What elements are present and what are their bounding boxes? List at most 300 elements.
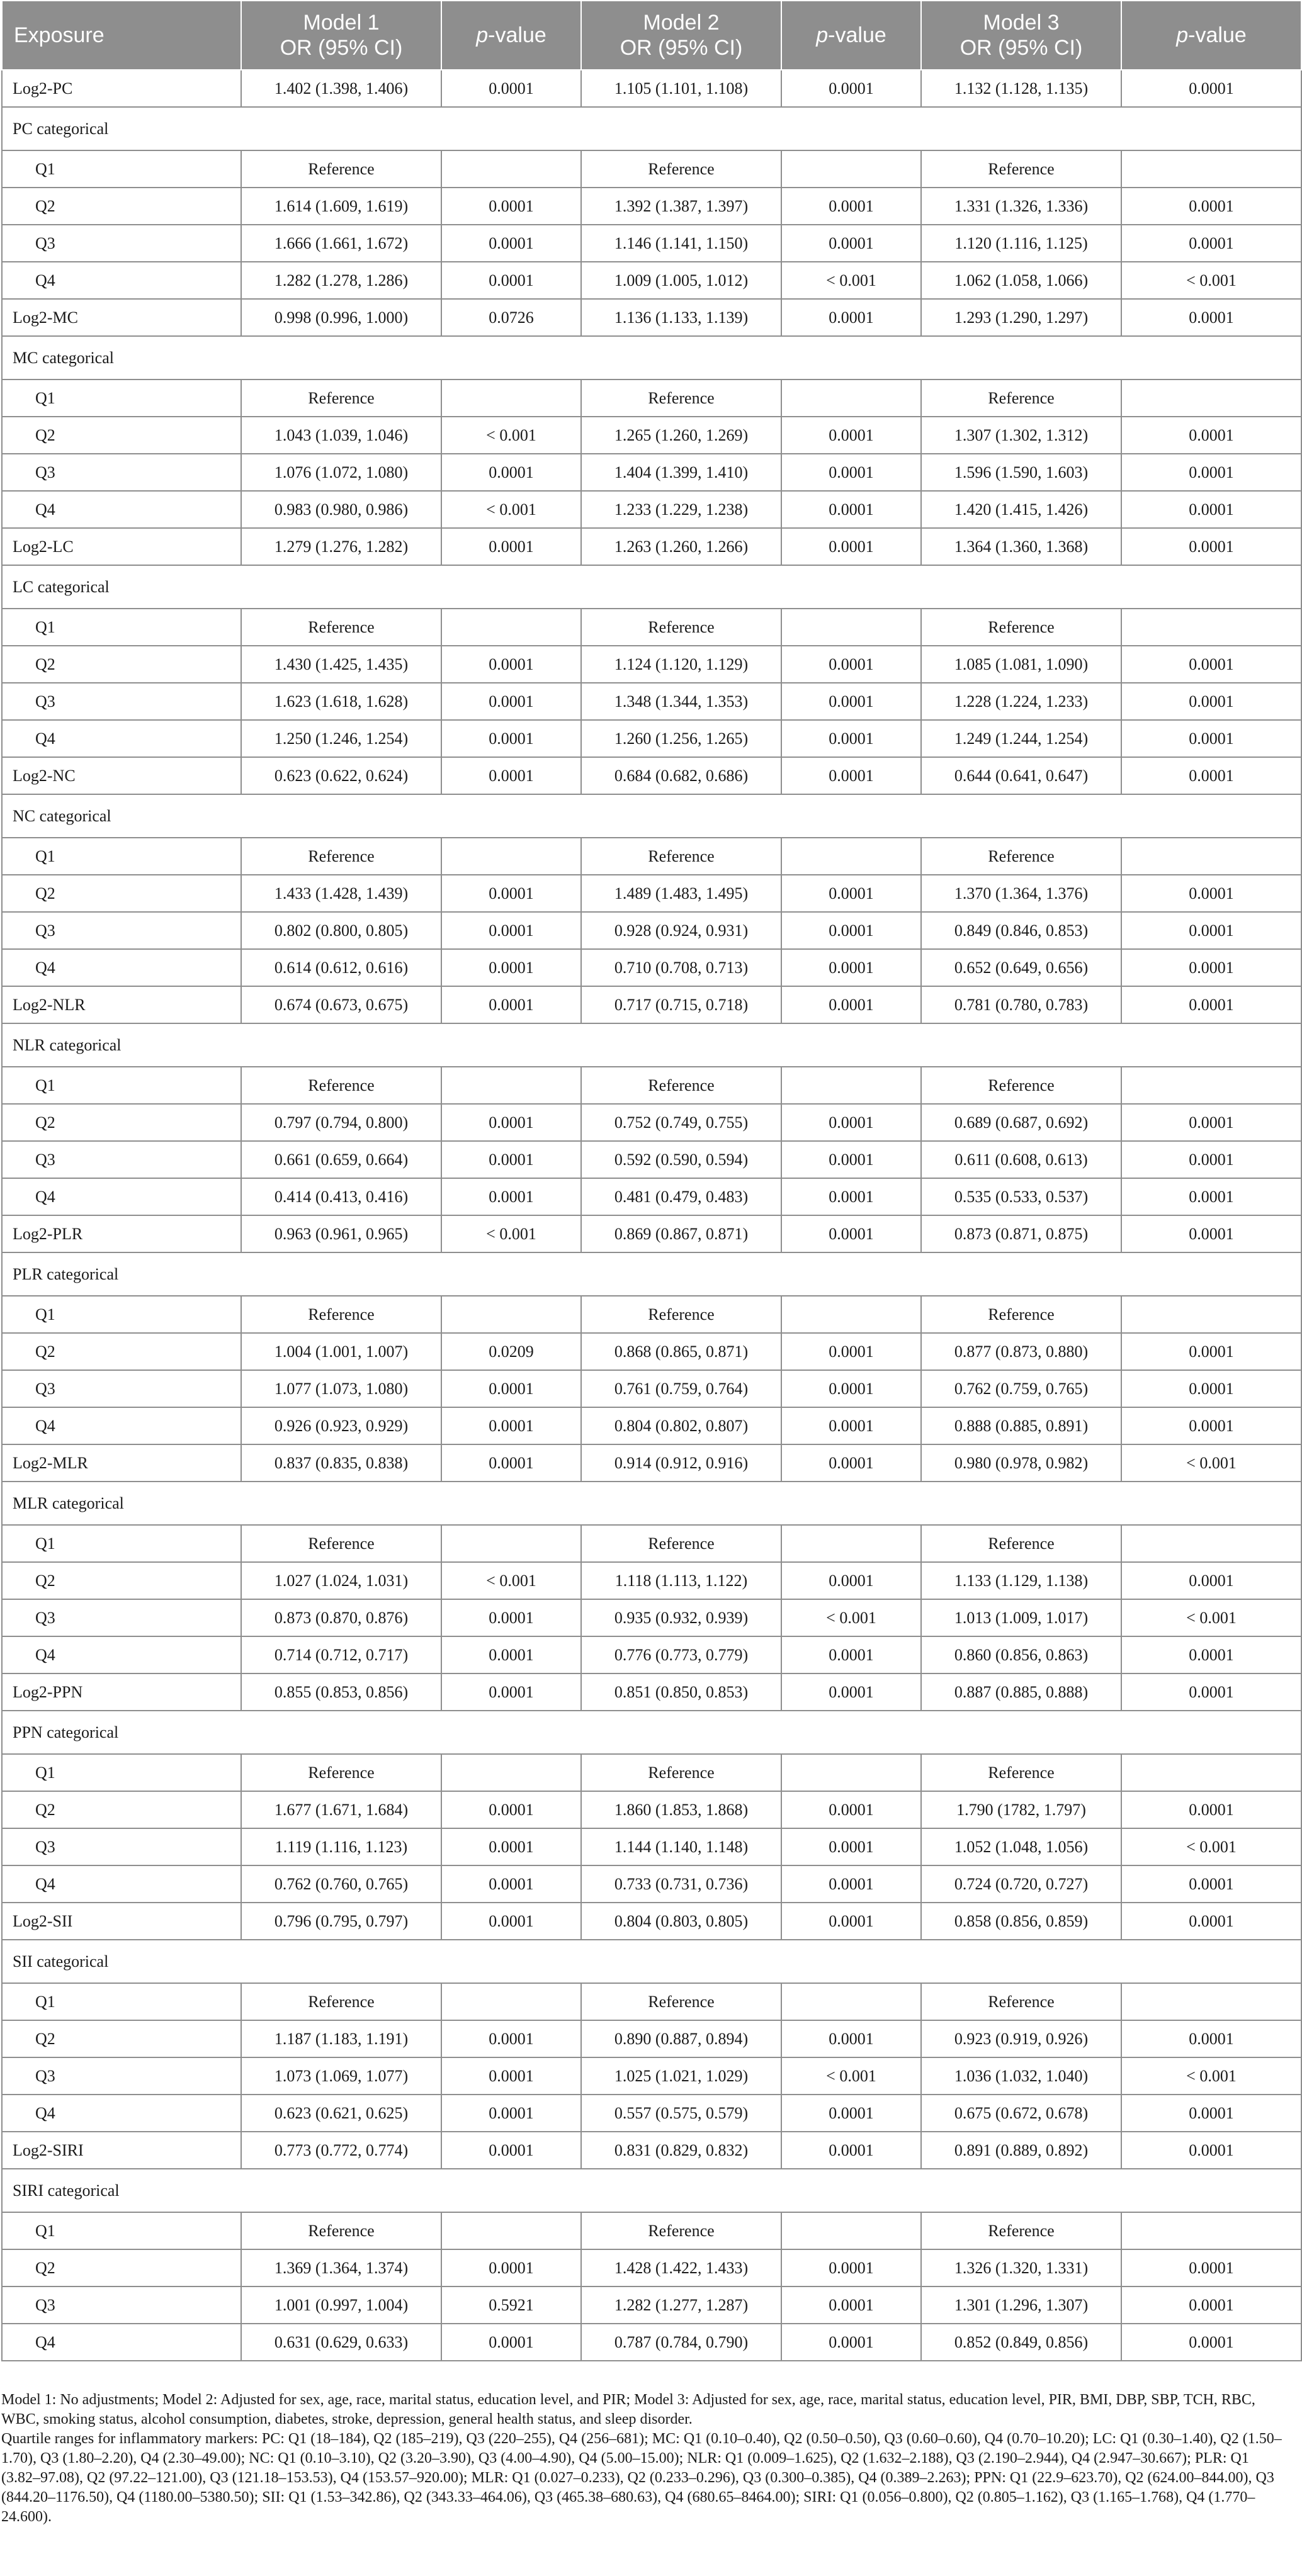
cell-model1-or: 0.631 (0.629, 0.633) xyxy=(241,2324,441,2361)
cell-model3-p: 0.0001 xyxy=(1121,949,1301,986)
cell-model2-p xyxy=(781,1754,921,1791)
cell-model3-p xyxy=(1121,609,1301,646)
cell-exposure: Log2-NC xyxy=(2,757,241,794)
cell-model3-p: 0.0001 xyxy=(1121,1636,1301,1673)
cell-model1-p: 0.0001 xyxy=(441,1865,581,1903)
cell-model2-p: 0.0001 xyxy=(781,1791,921,1828)
cell-model3-p: 0.0001 xyxy=(1121,720,1301,757)
cell-model1-p: 0.0001 xyxy=(441,2249,581,2286)
cell-model2-p: 0.0001 xyxy=(781,491,921,528)
cell-model1-or: Reference xyxy=(241,838,441,875)
cell-model1-p: 0.0001 xyxy=(441,1599,581,1636)
cell-model3-or: 1.293 (1.290, 1.297) xyxy=(921,299,1121,336)
cell-exposure: Q4 xyxy=(2,1407,241,1444)
cell-model3-p xyxy=(1121,2212,1301,2249)
table-row xyxy=(2,875,1301,912)
cell-model1-p: 0.0209 xyxy=(441,1333,581,1370)
cell-model2-or: 0.684 (0.682, 0.686) xyxy=(581,757,781,794)
table-row xyxy=(2,188,1301,225)
header-row xyxy=(2,1,1301,70)
cell-model1-or: 0.762 (0.760, 0.765) xyxy=(241,1865,441,1903)
cell-model1-p xyxy=(441,380,581,417)
table-row xyxy=(2,225,1301,262)
cell-exposure: Log2-PPN xyxy=(2,1673,241,1711)
table-row xyxy=(2,1104,1301,1141)
category-row xyxy=(2,1711,1301,1754)
cell-model3-p xyxy=(1121,1525,1301,1562)
cell-model3-or: 1.790 (1782, 1.797) xyxy=(921,1791,1121,1828)
table-body xyxy=(2,70,1301,2361)
cell-model1-or: 0.855 (0.853, 0.856) xyxy=(241,1673,441,1711)
cell-model1-or: 0.773 (0.772, 0.774) xyxy=(241,2132,441,2169)
cell-model3-or: Reference xyxy=(921,1296,1121,1333)
cell-model2-or: Reference xyxy=(581,1067,781,1104)
cell-model1-or: 0.414 (0.413, 0.416) xyxy=(241,1178,441,1215)
category-row xyxy=(2,1023,1301,1067)
cell-exposure: Q4 xyxy=(2,1178,241,1215)
cell-model2-p: 0.0001 xyxy=(781,1673,921,1711)
cell-exposure: Q2 xyxy=(2,188,241,225)
table-row xyxy=(2,1525,1301,1562)
cell-exposure: Q1 xyxy=(2,380,241,417)
table-row xyxy=(2,2249,1301,2286)
cell-model1-p: 0.0001 xyxy=(441,1791,581,1828)
cell-model3-p xyxy=(1121,1754,1301,1791)
cell-model3-or: Reference xyxy=(921,2212,1121,2249)
cell-model1-or: 1.187 (1.183, 1.191) xyxy=(241,2020,441,2057)
cell-model2-p xyxy=(781,150,921,188)
cell-model3-or: 0.644 (0.641, 0.647) xyxy=(921,757,1121,794)
cell-exposure: Q4 xyxy=(2,720,241,757)
cell-model1-p: < 0.001 xyxy=(441,491,581,528)
header-pvalue-3-p: p xyxy=(1176,23,1189,47)
table-row xyxy=(2,150,1301,188)
cell-model3-p: 0.0001 xyxy=(1121,1673,1301,1711)
cell-model1-p: 0.0001 xyxy=(441,949,581,986)
cell-model2-p: 0.0001 xyxy=(781,757,921,794)
table-row xyxy=(2,683,1301,720)
cell-model3-p: 0.0001 xyxy=(1121,986,1301,1023)
cell-model3-or: 1.420 (1.415, 1.426) xyxy=(921,491,1121,528)
cell-exposure: Q1 xyxy=(2,609,241,646)
cell-model3-p: 0.0001 xyxy=(1121,225,1301,262)
cell-model1-p xyxy=(441,150,581,188)
cell-model2-p: 0.0001 xyxy=(781,1104,921,1141)
cell-model2-p: 0.0001 xyxy=(781,299,921,336)
cell-model2-p: 0.0001 xyxy=(781,2249,921,2286)
cell-model3-or: 0.923 (0.919, 0.926) xyxy=(921,2020,1121,2057)
table-row xyxy=(2,454,1301,491)
cell-exposure: Q4 xyxy=(2,262,241,299)
cell-model2-or: 1.025 (1.021, 1.029) xyxy=(581,2057,781,2095)
cell-model3-p xyxy=(1121,380,1301,417)
cell-model3-p: 0.0001 xyxy=(1121,2249,1301,2286)
table-row xyxy=(2,1141,1301,1178)
cell-model2-p: 0.0001 xyxy=(781,70,921,107)
category-row xyxy=(2,1482,1301,1525)
cell-exposure: Log2-PLR xyxy=(2,1215,241,1252)
cell-model1-p: 0.0001 xyxy=(441,2095,581,2132)
cell-model3-p: 0.0001 xyxy=(1121,683,1301,720)
cell-model3-p: 0.0001 xyxy=(1121,1562,1301,1599)
cell-model3-p: 0.0001 xyxy=(1121,2324,1301,2361)
cell-model1-or: 1.004 (1.001, 1.007) xyxy=(241,1333,441,1370)
category-row xyxy=(2,1252,1301,1296)
table-row xyxy=(2,1215,1301,1252)
header-pvalue-1-p: p xyxy=(476,23,489,47)
cell-exposure: Q2 xyxy=(2,1562,241,1599)
cell-model3-or: 0.781 (0.780, 0.783) xyxy=(921,986,1121,1023)
cell-model1-or: 1.430 (1.425, 1.435) xyxy=(241,646,441,683)
cell-model1-p xyxy=(441,1296,581,1333)
cell-model2-p: 0.0001 xyxy=(781,1333,921,1370)
cell-model1-p: 0.0001 xyxy=(441,757,581,794)
header-pvalue-3 xyxy=(1121,1,1301,70)
cell-exposure: Q2 xyxy=(2,875,241,912)
cell-model2-or: 0.928 (0.924, 0.931) xyxy=(581,912,781,949)
cell-model1-p xyxy=(441,1525,581,1562)
cell-model2-p: 0.0001 xyxy=(781,875,921,912)
cell-model1-p xyxy=(441,838,581,875)
cell-model2-or: 1.233 (1.229, 1.238) xyxy=(581,491,781,528)
cell-model3-or: 1.062 (1.058, 1.066) xyxy=(921,262,1121,299)
cell-model3-p: 0.0001 xyxy=(1121,1791,1301,1828)
table-row xyxy=(2,838,1301,875)
cell-model2-p: 0.0001 xyxy=(781,986,921,1023)
table-row xyxy=(2,1754,1301,1791)
cell-model2-p xyxy=(781,2212,921,2249)
table-header xyxy=(2,1,1301,70)
cell-exposure: Log2-SII xyxy=(2,1903,241,1940)
cell-model2-or: 0.890 (0.887, 0.894) xyxy=(581,2020,781,2057)
cell-model1-or: Reference xyxy=(241,1754,441,1791)
category-label: PPN categorical xyxy=(2,1711,1301,1754)
cell-model2-or: Reference xyxy=(581,1525,781,1562)
cell-model3-p: < 0.001 xyxy=(1121,2057,1301,2095)
cell-exposure: Q3 xyxy=(2,683,241,720)
cell-model1-p xyxy=(441,2212,581,2249)
cell-model3-p: 0.0001 xyxy=(1121,1865,1301,1903)
cell-exposure: Q4 xyxy=(2,2324,241,2361)
cell-model3-or: Reference xyxy=(921,1754,1121,1791)
cell-model2-or: 0.776 (0.773, 0.779) xyxy=(581,1636,781,1673)
cell-model3-p: 0.0001 xyxy=(1121,2132,1301,2169)
cell-model3-p: 0.0001 xyxy=(1121,1215,1301,1252)
cell-model1-or: 1.001 (0.997, 1.004) xyxy=(241,2286,441,2324)
table-row xyxy=(2,609,1301,646)
cell-model3-p: 0.0001 xyxy=(1121,528,1301,565)
cell-model3-p: 0.0001 xyxy=(1121,188,1301,225)
table-row xyxy=(2,1673,1301,1711)
cell-model2-or: 1.489 (1.483, 1.495) xyxy=(581,875,781,912)
cell-model1-p xyxy=(441,609,581,646)
cell-model3-p: < 0.001 xyxy=(1121,1599,1301,1636)
category-label: PLR categorical xyxy=(2,1252,1301,1296)
header-model2-name: Model 2 xyxy=(643,11,720,35)
cell-model3-or: 1.228 (1.224, 1.233) xyxy=(921,683,1121,720)
cell-model2-or: 0.733 (0.731, 0.736) xyxy=(581,1865,781,1903)
cell-exposure: Q2 xyxy=(2,417,241,454)
cell-model3-p: 0.0001 xyxy=(1121,2286,1301,2324)
cell-model3-p: 0.0001 xyxy=(1121,454,1301,491)
cell-model2-p: 0.0001 xyxy=(781,2020,921,2057)
cell-model3-or: Reference xyxy=(921,1983,1121,2020)
cell-model3-or: 1.132 (1.128, 1.135) xyxy=(921,70,1121,107)
table-row xyxy=(2,1983,1301,2020)
cell-model1-or: 0.873 (0.870, 0.876) xyxy=(241,1599,441,1636)
cell-model3-p: 0.0001 xyxy=(1121,1407,1301,1444)
table-row xyxy=(2,2095,1301,2132)
cell-exposure: Q4 xyxy=(2,1865,241,1903)
cell-exposure: Q2 xyxy=(2,2020,241,2057)
cell-model3-or: 1.326 (1.320, 1.331) xyxy=(921,2249,1121,2286)
cell-model2-or: Reference xyxy=(581,1754,781,1791)
cell-model1-p xyxy=(441,1067,581,1104)
cell-model2-p xyxy=(781,380,921,417)
cell-model3-p xyxy=(1121,838,1301,875)
table-row xyxy=(2,1407,1301,1444)
table-row xyxy=(2,2057,1301,2095)
category-label: NLR categorical xyxy=(2,1023,1301,1067)
cell-model1-p: < 0.001 xyxy=(441,417,581,454)
cell-model2-p: 0.0001 xyxy=(781,528,921,565)
cell-model2-p: 0.0001 xyxy=(781,1407,921,1444)
cell-model2-p: 0.0001 xyxy=(781,2286,921,2324)
table-row xyxy=(2,646,1301,683)
cell-model2-p: 0.0001 xyxy=(781,1370,921,1407)
cell-model1-or: 1.279 (1.276, 1.282) xyxy=(241,528,441,565)
table-row xyxy=(2,757,1301,794)
cell-model2-p: 0.0001 xyxy=(781,1178,921,1215)
cell-model1-p: 0.0001 xyxy=(441,2324,581,2361)
cell-model2-or: 1.009 (1.005, 1.012) xyxy=(581,262,781,299)
cell-model2-or: 0.804 (0.803, 0.805) xyxy=(581,1903,781,1940)
cell-model1-or: 1.433 (1.428, 1.439) xyxy=(241,875,441,912)
cell-model1-p: 0.0001 xyxy=(441,454,581,491)
cell-model3-or: 0.689 (0.687, 0.692) xyxy=(921,1104,1121,1141)
cell-model1-or: 1.677 (1.671, 1.684) xyxy=(241,1791,441,1828)
cell-model1-p: 0.0001 xyxy=(441,1178,581,1215)
cell-model1-p: 0.0726 xyxy=(441,299,581,336)
cell-model3-p: 0.0001 xyxy=(1121,1333,1301,1370)
header-model3-sub: OR (95% CI) xyxy=(960,36,1083,60)
header-model1 xyxy=(241,1,441,70)
cell-model2-or: 0.804 (0.802, 0.807) xyxy=(581,1407,781,1444)
table-row xyxy=(2,491,1301,528)
table-row xyxy=(2,1636,1301,1673)
cell-model3-or: 0.675 (0.672, 0.678) xyxy=(921,2095,1121,2132)
cell-model2-p xyxy=(781,1525,921,1562)
cell-exposure: Q1 xyxy=(2,1754,241,1791)
cell-model3-p: 0.0001 xyxy=(1121,2095,1301,2132)
table-row xyxy=(2,1178,1301,1215)
cell-model1-p: 0.0001 xyxy=(441,2057,581,2095)
cell-model1-or: 0.796 (0.795, 0.797) xyxy=(241,1903,441,1940)
cell-model2-or: 1.282 (1.277, 1.287) xyxy=(581,2286,781,2324)
cell-model3-or: 1.036 (1.032, 1.040) xyxy=(921,2057,1121,2095)
cell-model1-p xyxy=(441,1754,581,1791)
cell-model1-or: Reference xyxy=(241,1067,441,1104)
cell-model2-or: 1.265 (1.260, 1.269) xyxy=(581,417,781,454)
cell-model2-p xyxy=(781,1067,921,1104)
cell-model3-or: 0.762 (0.759, 0.765) xyxy=(921,1370,1121,1407)
cell-model3-p: < 0.001 xyxy=(1121,1828,1301,1865)
cell-model1-p: 0.0001 xyxy=(441,1828,581,1865)
cell-exposure: Q2 xyxy=(2,1104,241,1141)
cell-model2-p: 0.0001 xyxy=(781,2324,921,2361)
cell-model1-or: Reference xyxy=(241,150,441,188)
cell-exposure: Q1 xyxy=(2,1296,241,1333)
cell-model1-or: Reference xyxy=(241,1296,441,1333)
cell-model2-p: 0.0001 xyxy=(781,949,921,986)
table-row xyxy=(2,2324,1301,2361)
cell-model1-p: 0.0001 xyxy=(441,1141,581,1178)
cell-model3-or: 0.980 (0.978, 0.982) xyxy=(921,1444,1121,1482)
cell-exposure: Q2 xyxy=(2,2249,241,2286)
cell-model2-p: 0.0001 xyxy=(781,2095,921,2132)
cell-model1-p: 0.0001 xyxy=(441,1370,581,1407)
header-pvalue-2-rest: -value xyxy=(828,23,886,47)
cell-model1-p: 0.0001 xyxy=(441,1407,581,1444)
table-row xyxy=(2,912,1301,949)
cell-model1-p: 0.0001 xyxy=(441,912,581,949)
cell-model1-or: 1.369 (1.364, 1.374) xyxy=(241,2249,441,2286)
cell-model3-or: 0.888 (0.885, 0.891) xyxy=(921,1407,1121,1444)
cell-model1-p: 0.0001 xyxy=(441,262,581,299)
cell-model2-p: 0.0001 xyxy=(781,1562,921,1599)
cell-model2-or: 0.761 (0.759, 0.764) xyxy=(581,1370,781,1407)
cell-model2-or: 1.428 (1.422, 1.433) xyxy=(581,2249,781,2286)
cell-model3-or: 1.133 (1.129, 1.138) xyxy=(921,1562,1121,1599)
cell-model1-or: Reference xyxy=(241,1525,441,1562)
cell-exposure: Q1 xyxy=(2,150,241,188)
table-row xyxy=(2,720,1301,757)
category-label: SIRI categorical xyxy=(2,2169,1301,2212)
cell-model1-or: 0.797 (0.794, 0.800) xyxy=(241,1104,441,1141)
cell-model3-p: 0.0001 xyxy=(1121,875,1301,912)
cell-model1-or: 1.250 (1.246, 1.254) xyxy=(241,720,441,757)
category-row xyxy=(2,336,1301,380)
cell-model1-or: 0.661 (0.659, 0.664) xyxy=(241,1141,441,1178)
cell-model3-or: Reference xyxy=(921,609,1121,646)
cell-model3-p: < 0.001 xyxy=(1121,262,1301,299)
cell-model2-p xyxy=(781,1296,921,1333)
table-footnotes xyxy=(1,2390,1286,2527)
category-label: SII categorical xyxy=(2,1940,1301,1983)
cell-model3-p: 0.0001 xyxy=(1121,912,1301,949)
cell-model3-p: 0.0001 xyxy=(1121,1903,1301,1940)
cell-exposure: Q1 xyxy=(2,838,241,875)
cell-exposure: Q2 xyxy=(2,646,241,683)
cell-model2-p: 0.0001 xyxy=(781,1636,921,1673)
cell-model3-or: 1.370 (1.364, 1.376) xyxy=(921,875,1121,912)
cell-model1-or: 1.077 (1.073, 1.080) xyxy=(241,1370,441,1407)
cell-exposure: Q3 xyxy=(2,1828,241,1865)
cell-exposure: Log2-MLR xyxy=(2,1444,241,1482)
header-exposure: Exposure xyxy=(2,1,241,70)
cell-model1-or: 0.674 (0.673, 0.675) xyxy=(241,986,441,1023)
cell-exposure: Q3 xyxy=(2,225,241,262)
category-label: NC categorical xyxy=(2,794,1301,838)
cell-model2-p: 0.0001 xyxy=(781,912,921,949)
cell-model3-or: Reference xyxy=(921,838,1121,875)
cell-model3-p: 0.0001 xyxy=(1121,757,1301,794)
cell-model1-p: 0.0001 xyxy=(441,188,581,225)
cell-model1-or: 0.926 (0.923, 0.929) xyxy=(241,1407,441,1444)
cell-model1-or: Reference xyxy=(241,609,441,646)
cell-model2-p: 0.0001 xyxy=(781,2132,921,2169)
table-row xyxy=(2,380,1301,417)
cell-model2-or: 1.146 (1.141, 1.150) xyxy=(581,225,781,262)
cell-model2-or: 0.935 (0.932, 0.939) xyxy=(581,1599,781,1636)
header-pvalue-2-p: p xyxy=(816,23,829,47)
table-row xyxy=(2,1333,1301,1370)
header-model2-sub: OR (95% CI) xyxy=(620,36,743,60)
cell-exposure: Log2-LC xyxy=(2,528,241,565)
cell-model3-or: 0.858 (0.856, 0.859) xyxy=(921,1903,1121,1940)
cell-exposure: Q1 xyxy=(2,1067,241,1104)
cell-model2-or: 1.404 (1.399, 1.410) xyxy=(581,454,781,491)
cell-model1-or: Reference xyxy=(241,1983,441,2020)
table-row xyxy=(2,1370,1301,1407)
cell-exposure: Q2 xyxy=(2,1791,241,1828)
cell-model2-p: 0.0001 xyxy=(781,225,921,262)
cell-model2-or: 1.136 (1.133, 1.139) xyxy=(581,299,781,336)
cell-model1-p xyxy=(441,1983,581,2020)
cell-model2-p: 0.0001 xyxy=(781,1865,921,1903)
cell-model1-p: 0.5921 xyxy=(441,2286,581,2324)
cell-model1-p: 0.0001 xyxy=(441,986,581,1023)
header-pvalue-2 xyxy=(781,1,921,70)
table-row xyxy=(2,986,1301,1023)
table-row xyxy=(2,2212,1301,2249)
footnote-quartiles: Quartile ranges for inflammatory markers: PC: Q1 (18–184), Q2 (185–219), Q3 (220–255), Q4 (256–681); MC: Q1 (0.10–0.40), Q2 (0.50–0.50), Q3 (0.60–0.60), Q4 (0.70–10.20); LC: Q1 (0.30–1.40), Q2 (1.50–1.70), Q3 (1.80–2.20), Q4 (2.30–49.00); NC: Q1 (0.10–3.10), Q2 (3.20–3.90), Q3 (4.00–4.90), Q4 (5.00–15.00); NLR: Q1 (0.009–1.625), Q2 (1.632–2.188), Q3 (2.190–2.944), Q4 (2.947–30.667); PLR: Q1 (3.82–97.08), Q2 (97.22–121.00), Q3 (121.18–153.53), Q4 (153.57–920.00); MLR: Q1 (0.027–0.233), Q2 (0.233–0.296), Q3 (0.300–0.385), Q4 (0.389–2.263); PPN: Q1 (22.9–623.70), Q2 (624.00–844.00), Q3 (844.20–1176.50), Q4 (1180.00–5380.50); SII: Q1 (1.53–342.86), Q2 (343.33–464.06), Q3 (465.38–680.63), Q4 (680.65–8464.00); SIRI: Q1 (0.056–0.800), Q2 (0.805–1.162), Q3 (1.165–1.768), Q4 (1.770–24.600). xyxy=(1,2431,1282,2525)
cell-model1-p: 0.0001 xyxy=(441,1444,581,1482)
cell-model2-p: 0.0001 xyxy=(781,1141,921,1178)
cell-exposure: Q4 xyxy=(2,2095,241,2132)
cell-model1-or: 1.402 (1.398, 1.406) xyxy=(241,70,441,107)
table-row xyxy=(2,1562,1301,1599)
category-row xyxy=(2,1940,1301,1983)
category-row xyxy=(2,794,1301,838)
cell-model2-p: < 0.001 xyxy=(781,262,921,299)
cell-model3-or: Reference xyxy=(921,150,1121,188)
cell-model2-p: < 0.001 xyxy=(781,2057,921,2095)
cell-model3-or: 0.877 (0.873, 0.880) xyxy=(921,1333,1121,1370)
table-row xyxy=(2,2286,1301,2324)
cell-model2-or: 0.710 (0.708, 0.713) xyxy=(581,949,781,986)
category-label: MLR categorical xyxy=(2,1482,1301,1525)
cell-model2-p: 0.0001 xyxy=(781,454,921,491)
cell-model2-or: 1.263 (1.260, 1.266) xyxy=(581,528,781,565)
cell-model3-p: 0.0001 xyxy=(1121,2020,1301,2057)
cell-model1-or: 1.623 (1.618, 1.628) xyxy=(241,683,441,720)
cell-exposure: Q1 xyxy=(2,1525,241,1562)
cell-model3-p xyxy=(1121,1983,1301,2020)
cell-model2-or: 0.869 (0.867, 0.871) xyxy=(581,1215,781,1252)
category-label: LC categorical xyxy=(2,565,1301,609)
cell-model2-or: 1.105 (1.101, 1.108) xyxy=(581,70,781,107)
cell-model3-or: 1.013 (1.009, 1.017) xyxy=(921,1599,1121,1636)
table-row xyxy=(2,528,1301,565)
table-row xyxy=(2,1828,1301,1865)
cell-model3-or: 0.891 (0.889, 0.892) xyxy=(921,2132,1121,2169)
table-row xyxy=(2,1067,1301,1104)
header-model3-name: Model 3 xyxy=(983,11,1060,35)
cell-model3-or: Reference xyxy=(921,1067,1121,1104)
cell-model3-p: 0.0001 xyxy=(1121,1370,1301,1407)
cell-exposure: Q4 xyxy=(2,491,241,528)
